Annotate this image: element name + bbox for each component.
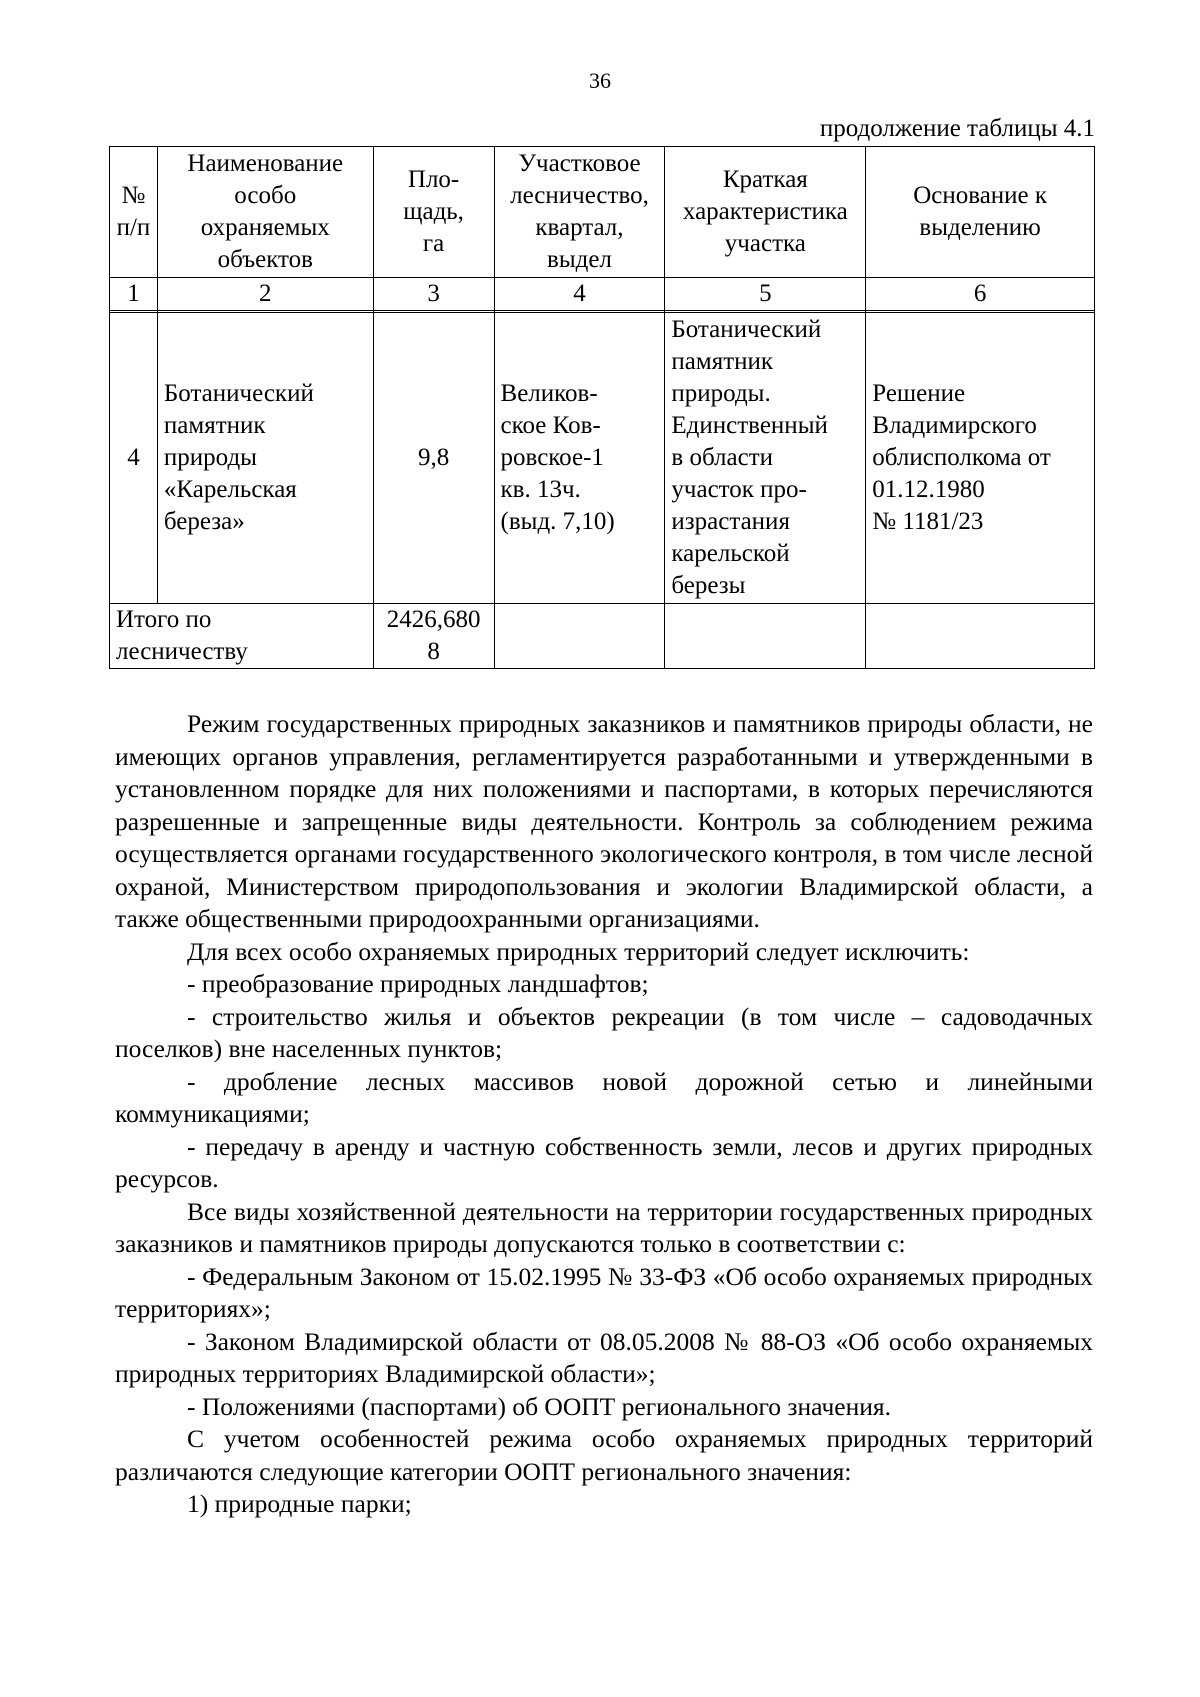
protected-areas-table — [109, 146, 1095, 669]
site-description: Ботанический памятник природы. Единственный в области участок про- израстания карельской березы — [665, 313, 866, 604]
header-name: Наименование особо охраняемых объектов — [157, 147, 373, 278]
column-number: 3 — [373, 278, 494, 311]
column-number: 2 — [157, 278, 373, 311]
allocation-basis: Решение Владимирского облисполкома от 01.12.1980 № 1181/23 — [866, 313, 1095, 604]
header-area: Пло- щадь, га — [373, 147, 494, 278]
list-item: 1) природные парки; — [187, 1489, 412, 1518]
column-number-row — [110, 278, 1095, 311]
header-number: № п/п — [110, 147, 158, 278]
header-basis: Основание к выделению — [866, 147, 1095, 278]
column-number: 6 — [866, 278, 1095, 311]
list-item: - Законом Владимирской области от 08.05.2008 № 88-ОЗ «Об особо охраняемых природных территориях Владимирской области»; — [115, 1326, 1093, 1388]
list-item: - преобразование природных ландшафтов; — [187, 969, 649, 998]
paragraph: Для всех особо охраняемых природных территорий следует исключить: — [187, 936, 970, 966]
column-number: 5 — [665, 278, 866, 311]
table-header-row — [110, 147, 1095, 278]
body-text — [115, 708, 1093, 1521]
list-item: - передачу в аренду и частную собственность земли, лесов и других природных ресурсов. — [115, 1131, 1093, 1193]
total-area: 2426,680 8 — [373, 604, 494, 669]
list-item: - строительство жилья и объектов рекреации (в том числе – садоводачных поселков) вне населенных пунктов; — [115, 1001, 1093, 1063]
header-forestry: Участковое лесничество, квартал, выдел — [494, 147, 665, 278]
page-number: 36 — [589, 68, 611, 93]
header-description: Краткая характеристика участка — [665, 147, 866, 278]
forestry-location: Великов- ское Ков- ровское-1 кв. 13ч. (выд. 7,10) — [494, 313, 665, 604]
list-item: - дробление лесных массивов новой дорожной сетью и линейными коммуникациями; — [115, 1066, 1093, 1128]
paragraph: С учетом особенностей режима особо охраняемых природных территорий различаются следующие категории ООПТ регионального значения: — [115, 1424, 1093, 1486]
column-number: 1 — [110, 278, 158, 311]
object-area: 9,8 — [373, 313, 494, 604]
total-label: Итого по лесничеству — [110, 604, 374, 669]
list-item: - Положениями (паспортами) об ООПТ регионального значения. — [187, 1391, 891, 1421]
table-continuation-caption: продолжение таблицы 4.1 — [819, 115, 1095, 142]
paragraph: Режим государственных природных заказников и памятников природы области, не имеющих органов управления, регламентируется разработанными и утвержденными в установленном порядке для них положениями и паспортами, в которых перечисляются разрешенные и запрещенные виды деятельности. Контроль за соблюдением режима осуществляется органами государственного экологического контроля, в том числе лесной охраной, Министерством природопользования и экологии Владимирской области, а также общественными природоохранными организациями. — [115, 709, 1093, 933]
row-number: 4 — [110, 313, 158, 604]
object-name: Ботанический памятник природы «Карельская береза» — [157, 313, 373, 604]
empty-cell — [866, 604, 1095, 669]
list-item: - Федеральным Законом от 15.02.1995 № 33-ФЗ «Об особо охраняемых природных территориях»; — [115, 1261, 1093, 1323]
column-number: 4 — [494, 278, 665, 311]
empty-cell — [665, 604, 866, 669]
total-row — [110, 604, 1095, 669]
empty-cell — [494, 604, 665, 669]
table-row — [110, 313, 1095, 604]
paragraph: Все виды хозяйственной деятельности на территории государственных природных заказников и памятников природы допускаются только в соответствии с: — [115, 1196, 1093, 1258]
